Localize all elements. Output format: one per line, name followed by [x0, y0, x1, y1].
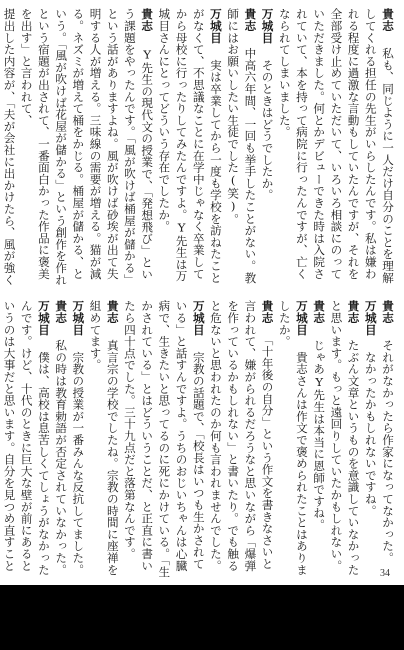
lower-text-tier — [2, 300, 396, 578]
speaker-name: 万城目 — [363, 300, 378, 336]
dialogue-paragraph — [327, 300, 361, 578]
dialogue-text: 真言宗の学校でしたね。宗教の時間に座禅を組めてます。 — [88, 300, 120, 576]
speaker-name: 貴志 — [243, 8, 258, 32]
dialogue-text: じゃあY先生は本当に恩師ですね。 — [312, 339, 327, 531]
speaker-name: 貴志 — [140, 8, 155, 32]
speaker-name: 貴志 — [105, 300, 120, 324]
dialogue-paragraph — [379, 300, 396, 578]
dialogue-text: なかったかもしれないですね。 — [363, 351, 378, 517]
dialogue-paragraph — [276, 8, 396, 286]
dialogue-paragraph — [276, 300, 310, 578]
dialogue-text: 僕は、高校は息苦しくてしょうがなかったんです。けど、十代のときに巨大な壁が前にあるというのは大事だと思います。自分を見つめ直すこと — [2, 300, 51, 576]
speaker-name: 貴志 — [54, 300, 69, 324]
speaker-name: 万城目 — [294, 300, 309, 336]
speaker-name: 貴志 — [312, 300, 327, 324]
dialogue-paragraph — [52, 300, 69, 578]
speaker-name: 万城目 — [260, 8, 275, 44]
speaker-name: 万城目 — [71, 300, 86, 336]
dialogue-paragraph — [207, 300, 276, 578]
dialogue-paragraph — [224, 8, 258, 286]
dialogue-paragraph — [69, 300, 86, 578]
dialogue-text: 宗教の話題で、「校長はいつも生かされている」と話すんですよ。うちのおじいちゃんは心臓病で、生きたいと思ってるのに死にかけている。「生かされている」とはどういうことだ、と正直に書いたら四十点でした。三十九点だと落第なんです。 — [122, 300, 206, 578]
dialogue-text: 「十年後の自分」という作文を書きなさいと言われて、嫌がられるだろうなと思いながら「爆弾を作っているかもしれない」と書いたり。でも触ると危ないと思われたのか何も言われませんでした。 — [208, 300, 275, 572]
speaker-name: 貴志 — [346, 300, 361, 324]
speaker-name: 貴志 — [381, 300, 395, 324]
dialogue-paragraph — [121, 300, 207, 578]
dialogue-text: 貴志さんは作文で褒められたことはありましたか。 — [277, 300, 309, 576]
dialogue-paragraph — [155, 8, 224, 286]
bottom-black-band — [0, 585, 404, 650]
dialogue-text: 提出した内容が、「夫が会社に出かけたら、風が強く — [2, 8, 17, 286]
dialogue-text: それがなかったら作家になってなかった。 — [381, 339, 395, 564]
dialogue-paragraph — [362, 300, 379, 578]
dialogue-text: たぶん文章というものを意識していなかったと思います。もっと遠回りしていたかもしれない。 — [329, 300, 361, 576]
speaker-name: 万城目 — [191, 300, 206, 336]
speaker-name: 貴志 — [381, 8, 395, 32]
dialogue-text: 私も、同じように一人だけ自分のことを理解してくれる担任の先生がいらしたんです。私は嫌われる程度に過激な言動もしていたんですが、それを全部受け止めていただいて、いろいろ相談にのっていただきました。何とかデビューできた時は入院されていて、本を持って病院に行ったんですが、亡くなられてしまいました。 — [277, 8, 395, 284]
dialogue-paragraph — [0, 300, 52, 578]
speaker-name: 万城目 — [36, 300, 51, 336]
dialogue-paragraph — [86, 300, 120, 578]
dialogue-paragraph — [0, 8, 18, 286]
dialogue-paragraph — [258, 8, 275, 286]
speaker-name: 万城目 — [208, 8, 223, 44]
dialogue-text: Y先生の現代文の授業で、「発想飛び」という課題をやったんです。「風が吹けば桶屋が儲かる」という話がありますよね。風が吹けば砂埃が出て失明する人が増える。三味線の需要が増える。猫が減る。ネズミが増えて桶をかじる。桶屋が儲かる、という。「風が吹けば花屋が儲かる」という創作を作れという宿題が出されて、一番面白かった作品に褒美を出す」と言われて、 — [19, 8, 155, 286]
dialogue-text: 実は卒業してから一度も学校を訪ねたことがなくて、不思議なことに在学中じゃなく卒業してから母校に行ったりしてみたんですよ。Y先生は万城目さんにとってどういう存在でしたか。 — [157, 8, 223, 284]
dialogue-text: 中高六年間、一回も挙手したことがない。教師にはお願いしたい生徒でした(笑)。 — [226, 8, 258, 284]
dialogue-text: そのときはどうでしたか。 — [260, 59, 275, 201]
page-number: 34 — [380, 568, 390, 579]
dialogue-text: 宗教の授業が一番みんな反抗してました。 — [71, 351, 86, 576]
dialogue-paragraph — [310, 300, 327, 578]
dialogue-paragraph — [18, 8, 156, 286]
dialogue-text: 私の時は教育勅語が否定されていなかった。 — [54, 339, 69, 576]
speaker-name: 貴志 — [260, 300, 275, 324]
upper-text-tier — [2, 8, 396, 286]
